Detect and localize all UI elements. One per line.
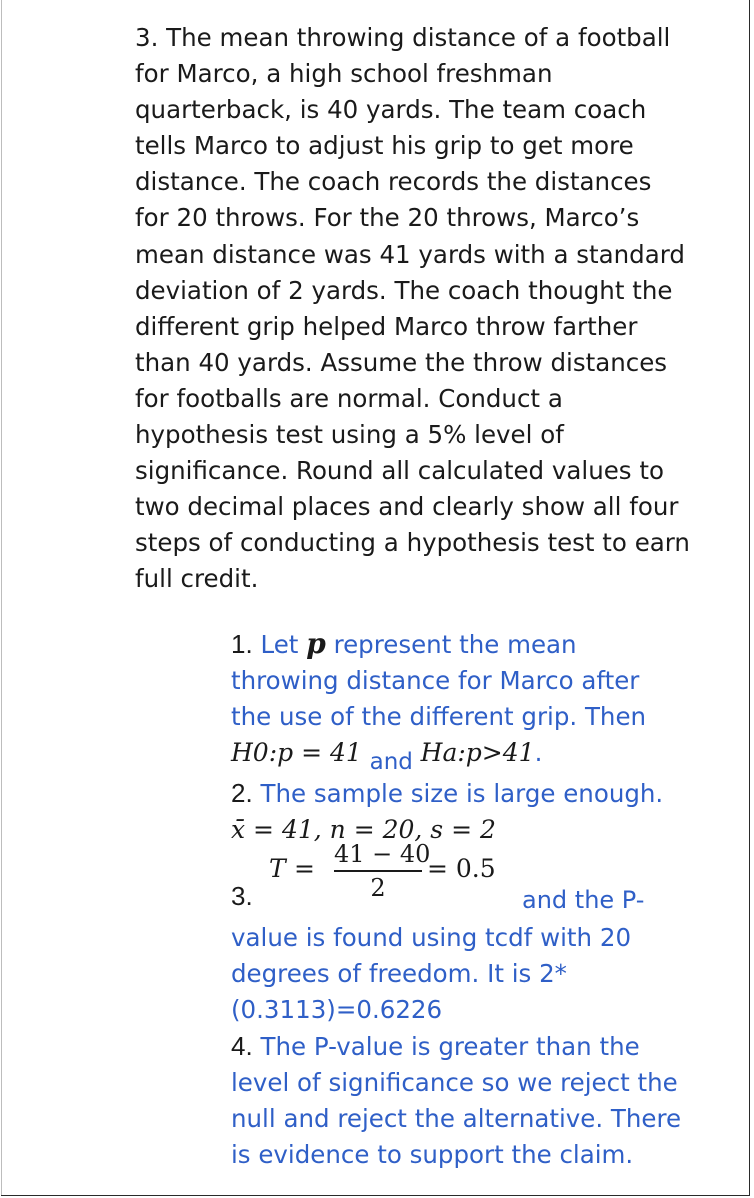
fraction-denominator: 2 — [370, 874, 386, 902]
step2-line1 — [231, 775, 701, 812]
step4-line4: is evidence to support the claim. — [231, 1140, 634, 1169]
question-text: 3. The mean throwing distance of a football for Marco, a high school freshman quarterback, is 40 yards. The team coach tells Marco to adjust his grip to get more distance. The coach records the distances for 20 throws. For the 20 throws, Marco’s mean distance was 41 yards with a standard deviation of 2 yards. The coach thought the different grip helped Marco throw farther than 40 yards. Assume the throw distances for footballs are normal. Conduct a hypothesis test using a 5% level of significance. Round all calculated values to two decimal places and clearly show all four steps of conducting a hypothesis test to earn full credit. — [135, 23, 690, 594]
hypotheses-and: and — [369, 749, 413, 775]
step1-line3: the use of the different grip. Then — [231, 702, 647, 731]
step4-line3: null and reject the alternative. There — [231, 1104, 682, 1133]
fraction-numerator: 41 − 40 — [334, 840, 431, 868]
test-statistic-symbol: T — [269, 854, 286, 883]
step3-line2: value is found using tcdf with 20 — [231, 923, 632, 952]
step4-number: 4. — [231, 1031, 253, 1061]
step4-line2: level of significance so we reject the — [231, 1068, 678, 1097]
step4-line1 — [231, 1028, 701, 1065]
step1-line1 — [231, 626, 701, 663]
step1-hypotheses — [231, 735, 701, 775]
alternative-hypothesis: Ha:p>41 — [420, 738, 535, 767]
step3-line4: (0.3113)=0.6226 — [231, 995, 443, 1024]
null-hypothesis: H0:p = 41 — [231, 738, 362, 767]
hypotheses-period: . — [534, 738, 543, 767]
step3-line3: degrees of freedom. It is 2* — [231, 959, 567, 988]
step2-number: 2. — [231, 778, 253, 808]
step3-formula — [231, 840, 701, 920]
step1-variable: p — [306, 627, 326, 660]
step2-text: The sample size is large enough. — [260, 779, 664, 808]
test-statistic-fraction — [334, 840, 431, 902]
equals-sign: = — [294, 854, 315, 883]
step3-number: 3. — [231, 881, 253, 911]
step1-line2: throwing distance for Marco after — [231, 666, 640, 695]
step1-number: 1. — [231, 629, 253, 659]
step1-let: Let — [260, 630, 299, 659]
step2-statistics: x̄ = 41, n = 20, s = 2 — [231, 815, 496, 844]
test-statistic-result: = 0.5 — [427, 854, 496, 883]
step1-line1-rest: represent the mean — [333, 630, 577, 659]
answer-block — [231, 626, 701, 1173]
step4-line1-text: The P-value is greater than the — [260, 1032, 640, 1061]
fraction-bar — [334, 870, 422, 872]
step3-and-p: and the P- — [522, 886, 645, 914]
